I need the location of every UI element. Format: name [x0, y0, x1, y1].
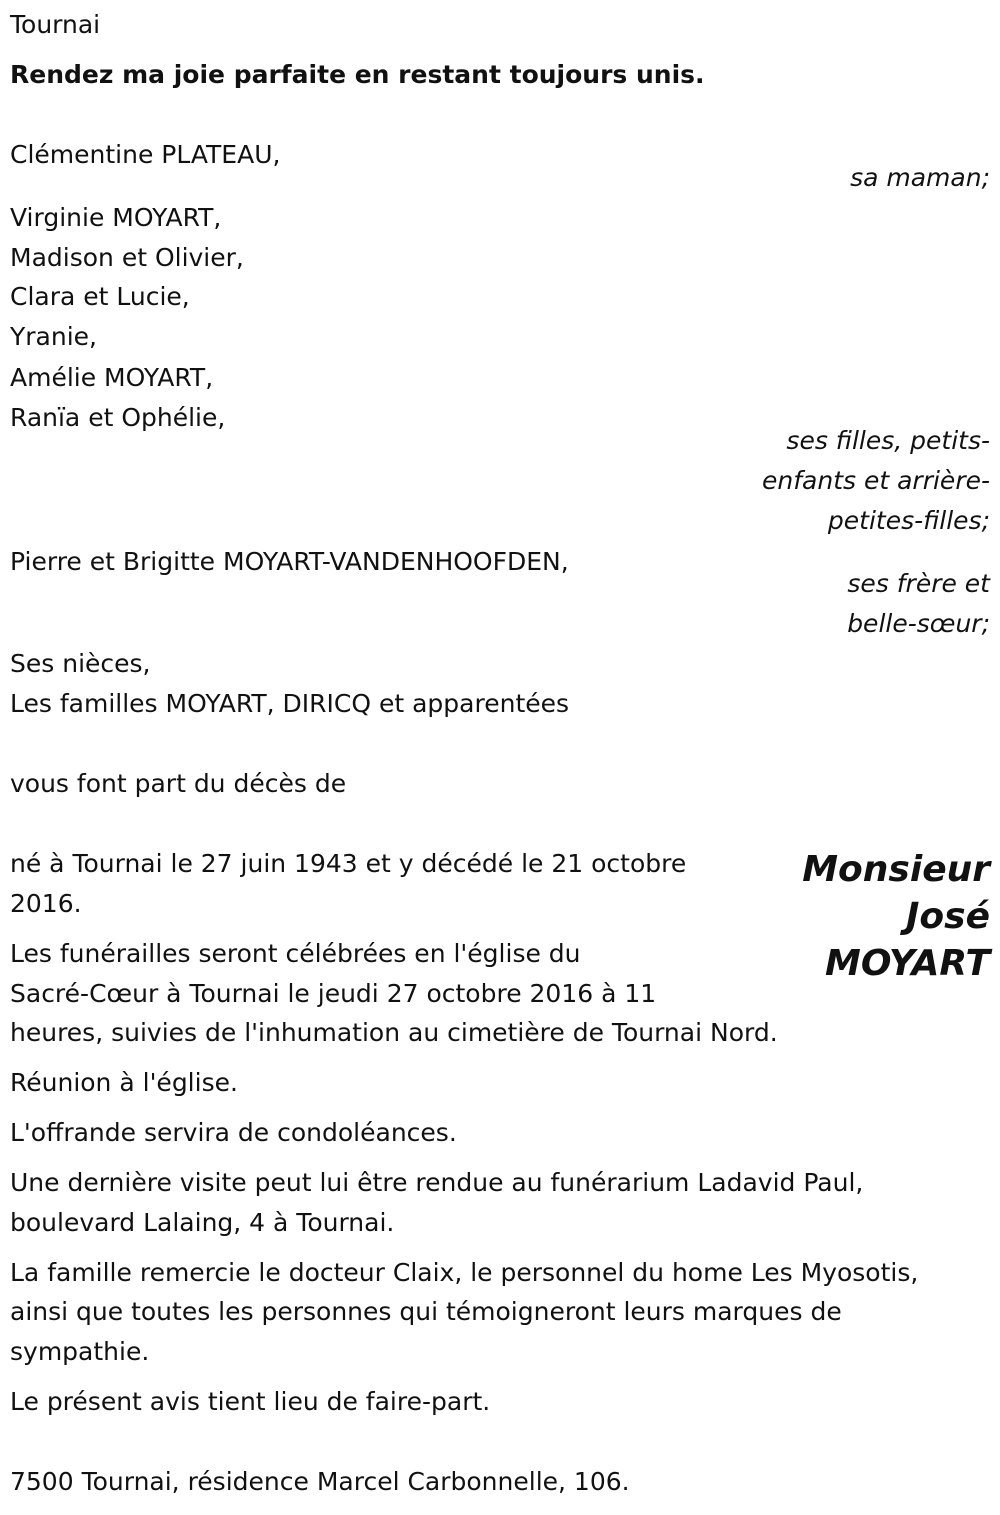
sibling-relation-line: ses frère et	[847, 569, 990, 598]
deceased-last-name: MOYART	[825, 943, 990, 984]
funeral-line: Les funérailles seront célébrées en l'église du	[10, 939, 581, 968]
meeting-line: Réunion à l'église.	[10, 1068, 238, 1097]
deceased-title: Monsieur	[802, 849, 990, 890]
funeral-line: heures, suivies de l'inhumation au cimetière de Tournai Nord.	[10, 1018, 778, 1047]
opening-quote: Rendez ma joie parfaite en restant toujours unis.	[10, 60, 705, 89]
sibling-name: Pierre et Brigitte MOYART-VANDENHOOFDEN,	[10, 547, 569, 576]
address-line: 7500 Tournai, résidence Marcel Carbonnelle, 106.	[10, 1467, 630, 1496]
visit-line: Une dernière visite peut lui être rendue au funérarium Ladavid Paul,	[10, 1168, 864, 1197]
child-line: Ranïa et Ophélie,	[10, 403, 226, 432]
announcement: vous font part du décès de	[10, 769, 347, 798]
mother-name: Clémentine PLATEAU,	[10, 140, 281, 169]
notice-line: Le présent avis tient lieu de faire-part.	[10, 1387, 491, 1416]
children-relation-line: enfants et arrière-	[762, 466, 990, 495]
thanks-line: ainsi que toutes les personnes qui témoigneront leurs marques de	[10, 1297, 842, 1326]
other-family-line: Les familles MOYART, DIRICQ et apparentées	[10, 689, 570, 718]
thanks-line: sympathie.	[10, 1337, 150, 1366]
children-relation-line: ses filles, petits-	[786, 426, 990, 455]
birth-death-line: 2016.	[10, 889, 82, 918]
child-line: Virginie MOYART,	[10, 203, 222, 232]
child-line: Madison et Olivier,	[10, 243, 244, 272]
thanks-line: La famille remercie le docteur Claix, le personnel du home Les Myosotis,	[10, 1258, 919, 1287]
deceased-first-name: José	[906, 896, 990, 937]
mother-relation: sa maman;	[850, 163, 990, 192]
funeral-line: Sacré-Cœur à Tournai le jeudi 27 octobre 2016 à 11	[10, 979, 657, 1008]
offering-line: L'offrande servira de condoléances.	[10, 1118, 457, 1147]
city-heading: Tournai	[10, 10, 101, 39]
other-family-line: Ses nièces,	[10, 649, 151, 678]
sibling-relation-line: belle-sœur;	[847, 609, 990, 638]
visit-line: boulevard Lalaing, 4 à Tournai.	[10, 1208, 395, 1237]
child-line: Clara et Lucie,	[10, 282, 190, 311]
child-line: Amélie MOYART,	[10, 363, 214, 392]
child-line: Yranie,	[10, 322, 97, 351]
children-relation-line: petites-filles;	[827, 506, 990, 535]
deceased-name	[802, 846, 990, 987]
birth-death-line: né à Tournai le 27 juin 1943 et y décédé le 21 octobre	[10, 849, 687, 878]
